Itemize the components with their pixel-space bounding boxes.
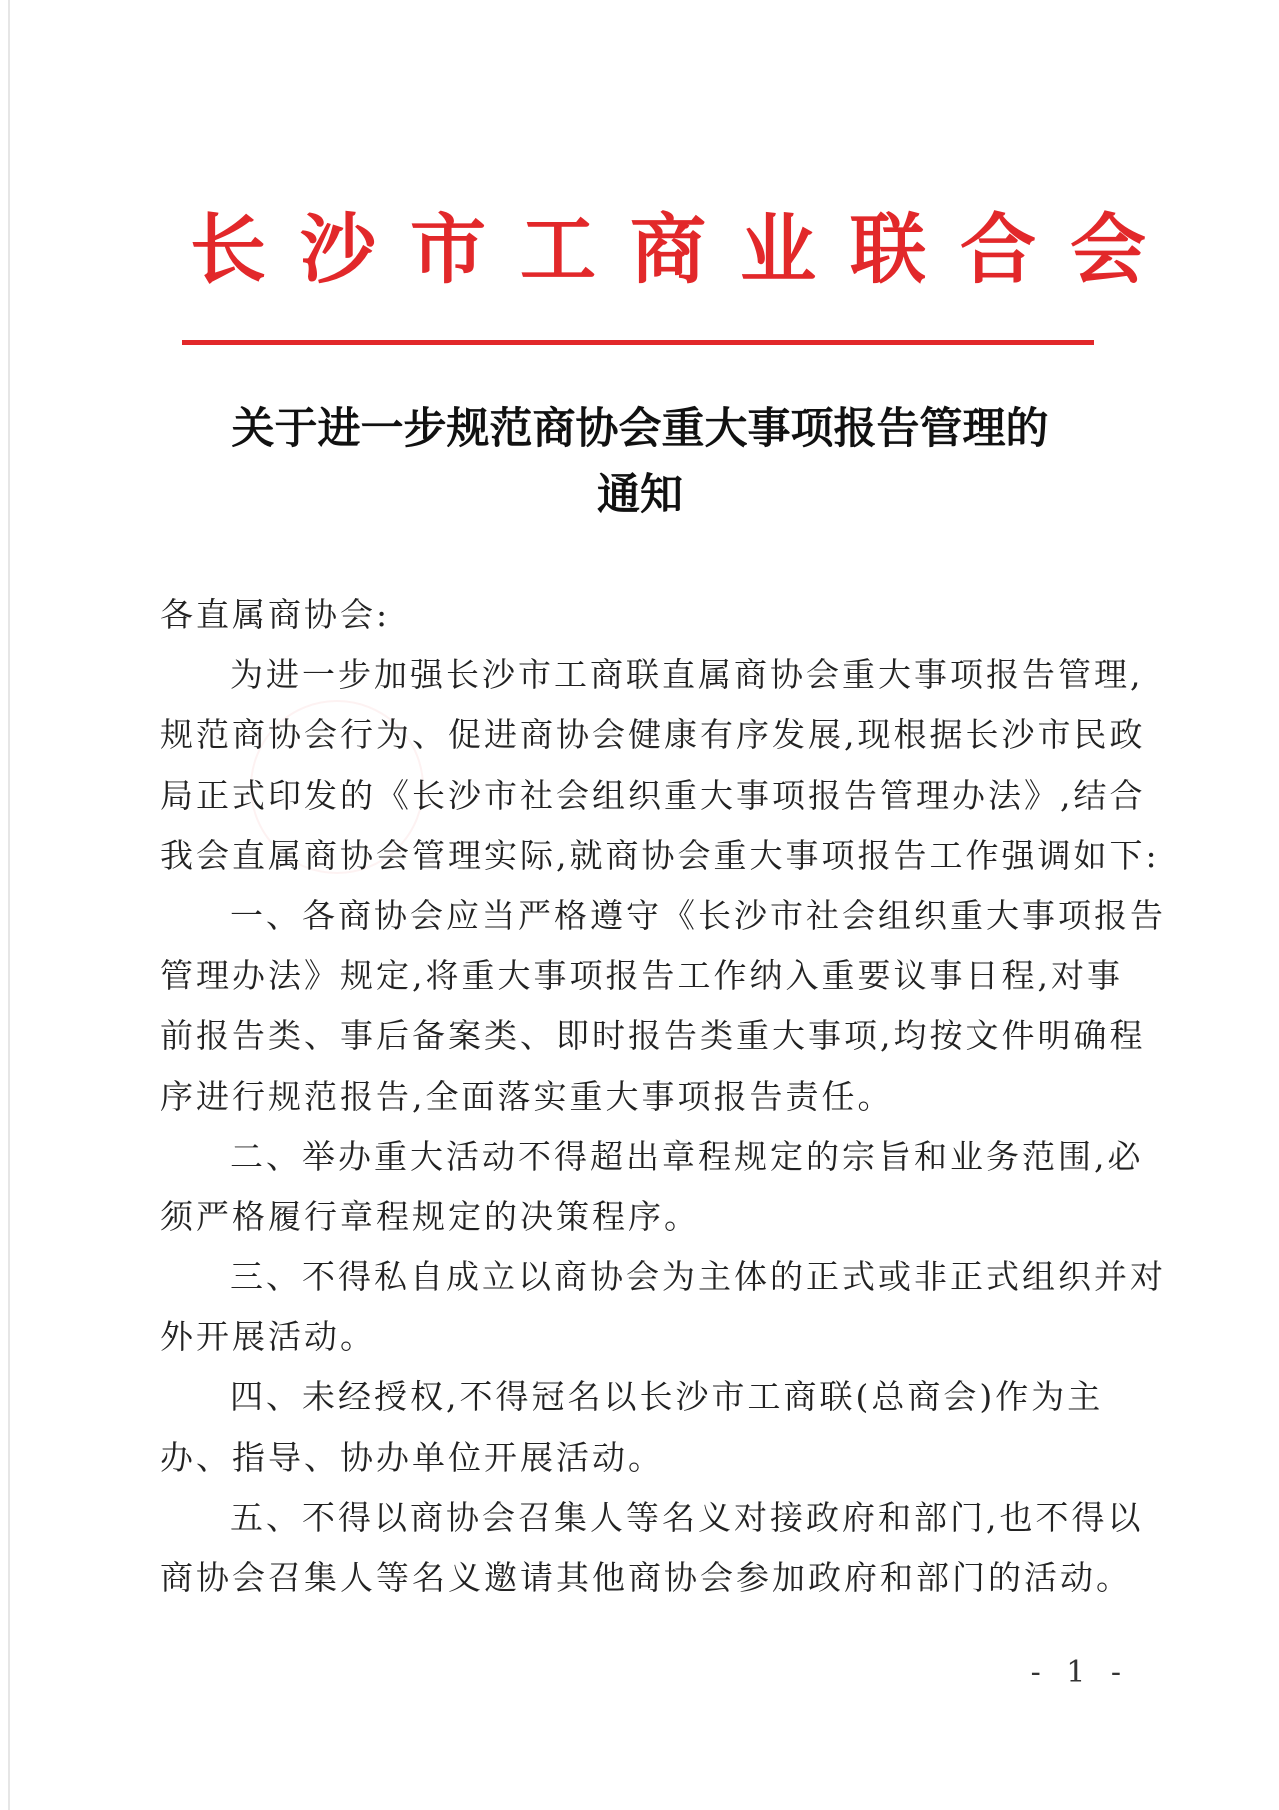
letterhead-org-name: 长沙市工商业联合会 bbox=[190, 205, 1180, 294]
body-line: 一、各商协会应当严格遵守《长沙市社会组织重大事项报告 bbox=[230, 895, 1166, 935]
document-title-line-2: 通知 bbox=[597, 470, 683, 520]
body-line: 前报告类、事后备案类、即时报告类重大事项,均按文件明确程 bbox=[160, 1016, 1146, 1056]
letterhead-red-rule bbox=[182, 340, 1094, 345]
body-line: 商协会召集人等名义邀请其他商协会参加政府和部门的活动。 bbox=[160, 1558, 1132, 1597]
body-line: 管理办法》规定,将重大事项报告工作纳入重要议事日程,对事 bbox=[160, 956, 1123, 996]
body-line: 五、不得以商协会召集人等名义对接政府和部门,也不得以 bbox=[230, 1497, 1144, 1537]
body-line: 序进行规范报告,全面落实重大事项报告责任。 bbox=[160, 1076, 894, 1116]
salutation: 各直属商协会: bbox=[160, 595, 391, 634]
page-number: - 1 - bbox=[1030, 1655, 1129, 1690]
scan-edge-shadow bbox=[8, 0, 10, 1810]
body-line: 规范商协会行为、促进商协会健康有序发展,现根据长沙市民政 bbox=[160, 715, 1146, 755]
body-line: 外开展活动。 bbox=[160, 1317, 376, 1357]
document-body bbox=[160, 585, 1166, 1608]
body-line: 二、举办重大活动不得超出章程规定的宗旨和业务范围,必 bbox=[230, 1136, 1144, 1176]
document-title-line-1: 关于进一步规范商协会重大事项报告管理的 bbox=[231, 404, 1049, 454]
body-line: 局正式印发的《长沙市社会组织重大事项报告管理办法》,结合 bbox=[160, 775, 1146, 815]
body-line: 为进一步加强长沙市工商联直属商协会重大事项报告管理, bbox=[230, 655, 1144, 695]
body-line: 我会直属商协会管理实际,就商协会重大事项报告工作强调如下: bbox=[160, 835, 1160, 875]
body-line: 四、未经授权,不得冠名以长沙市工商联(总商会)作为主 bbox=[230, 1377, 1104, 1417]
body-line: 三、不得私自成立以商协会为主体的正式或非正式组织并对 bbox=[230, 1257, 1166, 1297]
body-line: 须严格履行章程规定的决策程序。 bbox=[160, 1196, 700, 1236]
body-line: 办、指导、协办单位开展活动。 bbox=[160, 1437, 664, 1477]
document-title bbox=[150, 396, 1130, 528]
